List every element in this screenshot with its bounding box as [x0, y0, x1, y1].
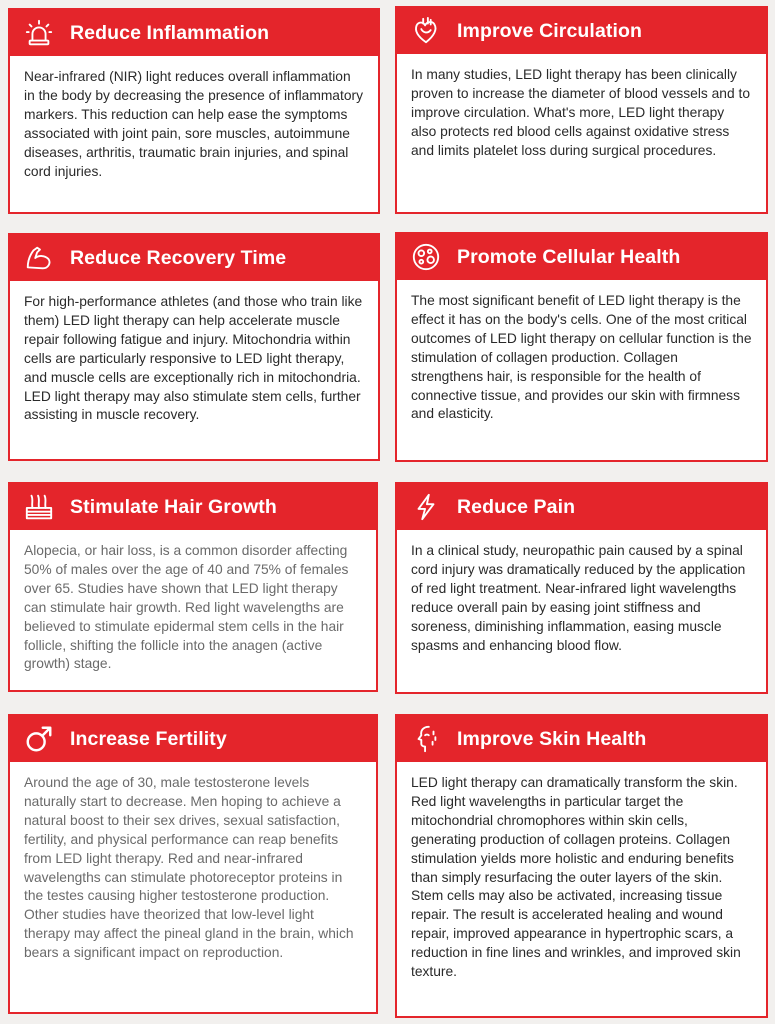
card-text: In a clinical study, neuropathic pain caused by a spinal cord injury was dramatically reduced by the application of red light treatment. Near-infrared light wavelengths reduce overall pain by easing joint stiffness and soreness, diminishing inflammation, easing muscle spasms and enhancing blood flow.	[411, 543, 746, 653]
card-header	[10, 235, 378, 281]
card-header	[397, 484, 766, 530]
card-body	[397, 530, 766, 663]
card-body	[10, 530, 376, 682]
card-title: Increase Fertility	[70, 727, 227, 750]
card-header	[397, 716, 766, 762]
card-header	[397, 8, 766, 54]
card-body	[10, 762, 376, 971]
card-title: Improve Skin Health	[457, 727, 647, 750]
card-body	[397, 54, 766, 169]
card-title: Promote Cellular Health	[457, 245, 681, 268]
card-body	[397, 762, 766, 990]
card-header	[10, 484, 376, 530]
hair-follicle-icon	[22, 490, 56, 524]
card-text: For high-performance athletes (and those who train like them) LED light therapy can help accelerate muscle repair following fatigue and injury. Mitochondria within cells are particularly responsive to LED light therapy, and muscle cells are exceptionally rich in mitochondria. LED light therapy may also stimulate stem cells, further assisting in muscle recovery.	[24, 294, 363, 423]
card-header	[10, 10, 378, 56]
card-increase-fertility	[8, 714, 378, 1014]
card-promote-cellular-health	[395, 232, 768, 462]
card-text: Alopecia, or hair loss, is a common disorder affecting 50% of males over the age of 40 and 75% of females over 65. Studies have shown that LED light therapy can stimulate hair growth. Red light wavelengths are believed to stimulate epidermal stem cells in the hair follicle, shifting the follicle into the anagen (active growth) stage.	[24, 543, 349, 672]
card-reduce-recovery-time	[8, 233, 380, 461]
card-title: Reduce Inflammation	[70, 21, 270, 44]
male-symbol-icon	[22, 722, 56, 756]
card-text: Near-infrared (NIR) light reduces overall inflammation in the body by decreasing the presence of inflammatory markers. This reduction can help ease the symptoms associated with joint pain, sore muscles, autoimmune diseases, arthritis, traumatic brain injuries, and spinal cord injuries.	[24, 69, 363, 179]
card-reduce-inflammation	[8, 8, 380, 214]
alarm-siren-icon	[22, 16, 56, 50]
card-text: In many studies, LED light therapy has been clinically proven to increase the diameter of blood vessels and to improve circulation. What's more, LED light therapy also protects red blood cells against oxidative stress and limits platelet loss during surgical procedures.	[411, 67, 750, 158]
cell-icon	[409, 240, 443, 274]
card-header	[10, 716, 376, 762]
card-stimulate-hair-growth	[8, 482, 378, 692]
card-text: The most significant benefit of LED light therapy is the effect it has on the body's cells. One of the most critical outcomes of LED light therapy on cellular function is the stimulation of collagen production. Collagen strengthens hair, is responsible for the health of connective tissue, and provides our skin with firmness and elasticity.	[411, 293, 752, 422]
flexed-arm-icon	[22, 241, 56, 275]
card-title: Stimulate Hair Growth	[70, 495, 277, 518]
card-body	[397, 280, 766, 432]
heart-icon	[409, 14, 443, 48]
card-text: LED light therapy can dramatically transform the skin. Red light wavelengths in particular target the mitochondrial chromophores within skin cells, generating production of collagen proteins. Collagen stimulation yields more holistic and enduring benefits than simply resurfacing the outer layers of the skin. Stem cells may also be activated, increasing tissue repair. The result is accelerated healing and wound repair, improved appearance in hypertrophic scars, a reduction in fine lines and wrinkles, and improved skin texture.	[411, 775, 741, 980]
card-title: Reduce Recovery Time	[70, 246, 287, 269]
card-text: Around the age of 30, male testosterone levels naturally start to decrease. Men hoping to achieve a natural boost to their sex drives, sexual satisfaction, fertility, and physical performance can reap benefits from LED light therapy. Red and near-infrared wavelengths can stimulate photoreceptor proteins in the testes causing higher testosterone production. Other studies have theorized that low-level light therapy may affect the pineal gland in the brain, which bears a significant impact on reproduction.	[24, 775, 354, 961]
card-improve-circulation	[395, 6, 768, 214]
card-body	[10, 56, 378, 189]
card-header	[397, 234, 766, 280]
card-title: Reduce Pain	[457, 495, 576, 518]
card-body	[10, 281, 378, 433]
card-reduce-pain	[395, 482, 768, 694]
lightning-bolt-icon	[409, 490, 443, 524]
card-improve-skin-health	[395, 714, 768, 1018]
face-profile-icon	[409, 722, 443, 756]
card-title: Improve Circulation	[457, 19, 643, 42]
